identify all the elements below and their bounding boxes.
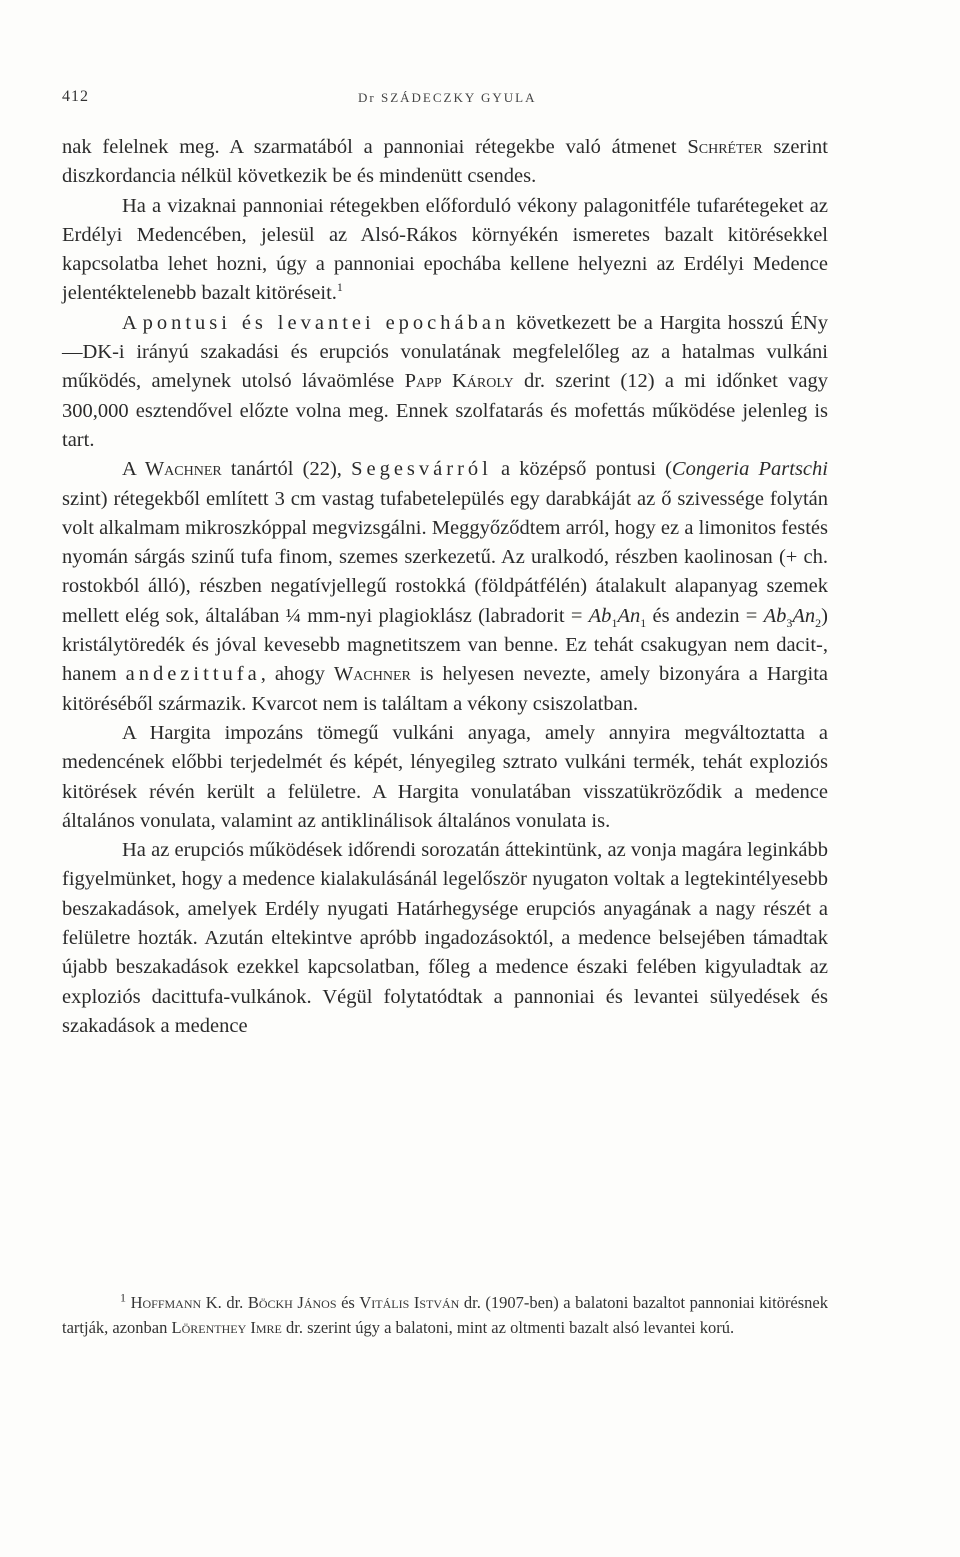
text-run: A Hargita impozáns tömegű vulkáni anyaga, amely annyira megváltoztatta a medencének előbbi terjedelmét és képét, lényegileg sztrato vulkáni termék, tehát exploziós kitörések révén került a felületre. A Hargita vonulatában visszatükröződik a medence általános vonulata, valamint az antiklinálisok általános vonulata is. bbox=[62, 721, 828, 832]
spaced-emphasis: andezittufa bbox=[125, 663, 261, 686]
text-run: , ahogy bbox=[260, 663, 334, 686]
footnotes bbox=[62, 1290, 828, 1340]
footnote-mark: 1 bbox=[120, 1290, 126, 1305]
paragraph-2 bbox=[62, 192, 828, 309]
paragraph-3 bbox=[62, 309, 828, 455]
formula-subscript: 1 bbox=[640, 615, 647, 630]
footnote-1 bbox=[62, 1290, 828, 1340]
text-run: mm-nyi plagioklász (labradorit = bbox=[301, 604, 589, 627]
body-text bbox=[62, 133, 828, 1041]
running-head: Dr SZÁDECZKY GYULA bbox=[358, 90, 537, 105]
formula-part: Ab bbox=[588, 604, 612, 627]
author-name: Schréter bbox=[687, 136, 763, 158]
formula-subscript: 2 bbox=[815, 615, 822, 630]
formula-subscript: 3 bbox=[786, 615, 793, 630]
formula-subscript: 1 bbox=[611, 615, 618, 630]
page-header bbox=[62, 88, 830, 112]
author-name: Wachner bbox=[144, 458, 222, 481]
text-run: és andezin = bbox=[646, 604, 764, 627]
formula-part: An bbox=[792, 604, 816, 627]
species-name: Congeria Partschi bbox=[671, 458, 828, 481]
paragraph-1 bbox=[62, 133, 828, 192]
text-run: szerint diszkordancia nélkül következik be és mindenütt csendes. bbox=[62, 136, 828, 188]
author-name: Papp Károly bbox=[404, 370, 514, 393]
text-run: ) kristálytöredék és jóval kevesebb magnetitszem van benne. Ez tehát csakugyan nem dacit-, hanem bbox=[62, 604, 828, 686]
text-run: dr. szerint (12) a mi időnket vagy 300,000 esztendővel előzte volna meg. Ennek szolfatarás és mofettás működése jelenleg is tart. bbox=[62, 370, 828, 451]
text-run: nak felelnek meg. A szarmatából a pannoniai rétegekbe való átmenet bbox=[62, 136, 688, 158]
text-run: és bbox=[336, 1293, 360, 1312]
text-run: A bbox=[122, 458, 145, 481]
author-name: Böckh János bbox=[247, 1293, 337, 1312]
text-run: A bbox=[122, 311, 143, 334]
text-run: Ha a vizaknai pannoniai rétegekben előforduló vékony palagonitféle tufarétegeket az Erdélyi Medencében, jelesül az Alsó-Rákos környékén ismeretes bazalt kitörésekkel kapcsolatba lehet hozni, úgy a pannoniai epochába kellene helyezni az Erdélyi Medence jelentéktelenebb bazalt kitöréseit. bbox=[62, 194, 828, 305]
fraction: ¼ bbox=[285, 604, 302, 627]
page-number: 412 bbox=[62, 88, 89, 105]
paragraph-6 bbox=[62, 836, 828, 1041]
spaced-emphasis: Segesvárról bbox=[351, 458, 492, 481]
spaced-emphasis: pontusi és levantei epochában bbox=[142, 311, 510, 334]
text-run: dr. szerint úgy a balatoni, mint az oltmenti bazalt alsó levantei korú. bbox=[281, 1318, 735, 1337]
text-run: szint) rétegekből említett 3 cm vastag tufabetelepülés egy darabkáját az ő szivessége folytán volt alkalmam mikroszkóppal megvizsgálni. Meggyőződtem arról, hogy ez a limonitos festés nyomán sárgás szinű tufa finom, szemes szerkezetű. Az uralkodó, részben kaolinosan (+ ch. rostokból álló), részben negatívjellegű rostokká (földpátfélén) átalakult alapanyag szemek mellett elég sok, általában bbox=[62, 487, 828, 627]
paragraph-4 bbox=[62, 455, 828, 719]
footnote-reference: 1 bbox=[336, 280, 343, 295]
author-name: Vitális István bbox=[359, 1293, 460, 1312]
formula-part: An bbox=[617, 604, 641, 627]
formula-part: Ab bbox=[763, 604, 787, 627]
text-run: következett be a Hargita hosszú ÉNy—DK-i irányú szakadási és erupciós vonulatának megfelelőleg az a hatalmas vulkáni működés, amelynek utolsó lávaömlése bbox=[62, 311, 828, 393]
author-name: Lörenthey Imre bbox=[171, 1318, 282, 1337]
text-run: a középső pontusi ( bbox=[491, 458, 672, 481]
text-run: K. dr. bbox=[201, 1293, 248, 1312]
text-run: is helyesen nevezte, amely bizonyára a Hargita kitöréséből származik. Kvarcot nem is találtam a vékony csiszolatban. bbox=[62, 663, 828, 715]
author-name: Hoffmann bbox=[130, 1293, 202, 1312]
text-run: Ha az erupciós működések időrendi sorozatán áttekintünk, az vonja magára leginkább figyelmünket, hogy a medence kialakulásánál legelőször nyugaton voltak a legtekintélyesebb beszakadások, amelyek Erdély nyugati Határhegysége erupciós anyagának a nagy részét a felületre hozták. Azután eltekintve apróbb ingadozásoktól, a medence belsejében támadtak újabb beszakadások ezekkel kapcsolatban, főleg a medence északi felében kigyuladtak az exploziós dacittufa-vulkánok. Végül folytatódtak a pannoniai és levantei sülyedések és szakadások a medence bbox=[62, 839, 828, 1037]
text-run: dr. (1907-ben) a balatoni bazaltot pannoniai kitörésnek tartják, azonban bbox=[62, 1293, 829, 1337]
author-name: Wachner bbox=[333, 663, 411, 686]
text-run: tanártól (22), bbox=[221, 458, 352, 481]
paragraph-5 bbox=[62, 719, 828, 836]
